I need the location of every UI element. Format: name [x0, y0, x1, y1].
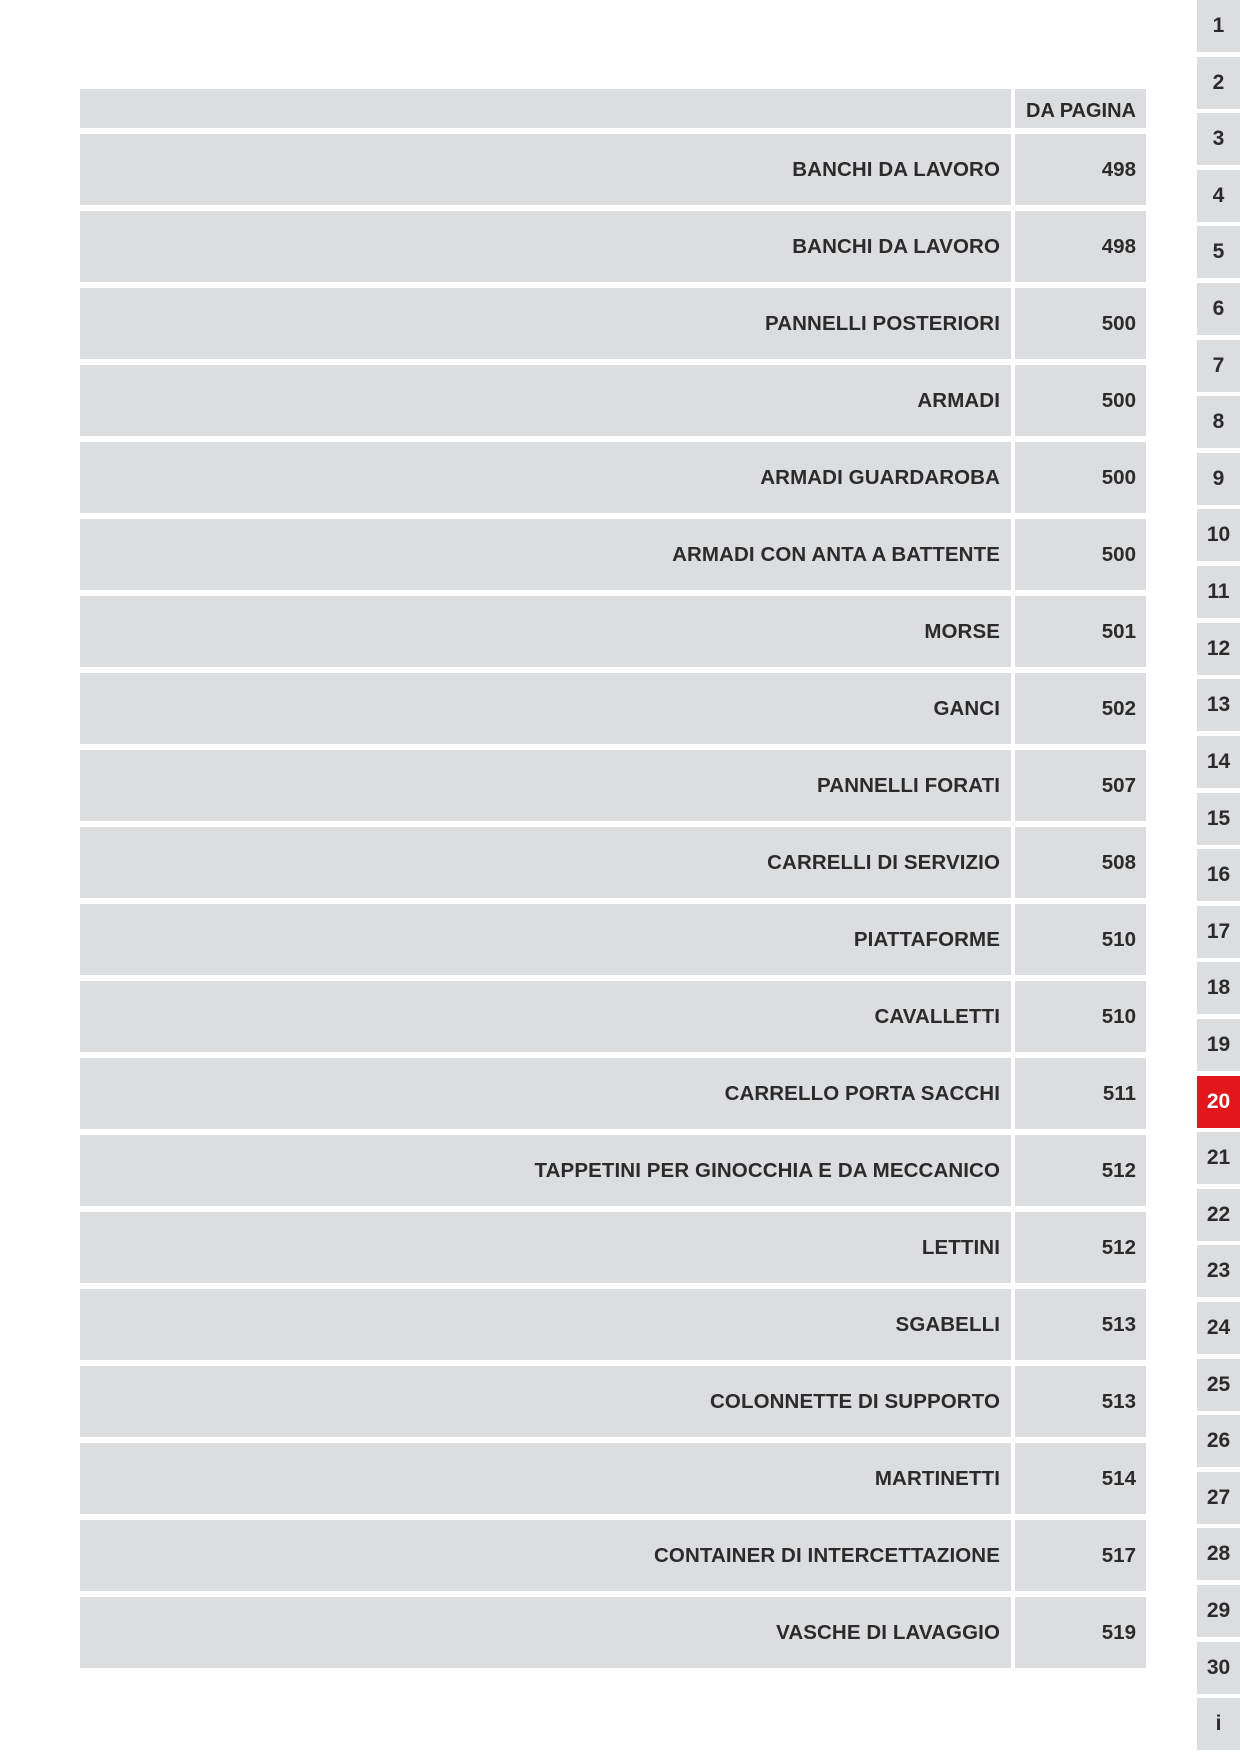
row-page-number: 498 [1015, 211, 1146, 282]
row-page-number: 510 [1015, 981, 1146, 1052]
table-row[interactable] [80, 1212, 1146, 1283]
section-tab-22[interactable]: 22 [1197, 1189, 1240, 1241]
row-page-number: 507 [1015, 750, 1146, 821]
row-page-number: 502 [1015, 673, 1146, 744]
table-row[interactable] [80, 673, 1146, 744]
row-title: SGABELLI [80, 1289, 1011, 1360]
section-tab-19[interactable]: 19 [1197, 1019, 1240, 1071]
header-title-cell [80, 89, 1011, 128]
section-tab-14[interactable]: 14 [1197, 736, 1240, 788]
row-title: LETTINI [80, 1212, 1011, 1283]
section-tab-24[interactable]: 24 [1197, 1302, 1240, 1354]
table-row[interactable] [80, 211, 1146, 282]
table-row[interactable] [80, 134, 1146, 205]
table-row[interactable] [80, 1520, 1146, 1591]
header-page-label: DA PAGINA [1015, 89, 1146, 128]
row-page-number: 513 [1015, 1289, 1146, 1360]
section-tab-2[interactable]: 2 [1197, 57, 1240, 109]
row-title: TAPPETINI PER GINOCCHIA E DA MECCANICO [80, 1135, 1011, 1206]
row-title: BANCHI DA LAVORO [80, 134, 1011, 205]
row-page-number: 498 [1015, 134, 1146, 205]
section-tab-16[interactable]: 16 [1197, 849, 1240, 901]
section-tab-13[interactable]: 13 [1197, 679, 1240, 731]
row-title: PIATTAFORME [80, 904, 1011, 975]
row-title: VASCHE DI LAVAGGIO [80, 1597, 1011, 1668]
table-row[interactable] [80, 1058, 1146, 1129]
table-row[interactable] [80, 827, 1146, 898]
table-row[interactable] [80, 519, 1146, 590]
row-page-number: 517 [1015, 1520, 1146, 1591]
row-page-number: 512 [1015, 1135, 1146, 1206]
row-page-number: 508 [1015, 827, 1146, 898]
section-tabs [1197, 0, 1240, 1755]
table-row[interactable] [80, 904, 1146, 975]
row-page-number: 500 [1015, 365, 1146, 436]
row-page-number: 511 [1015, 1058, 1146, 1129]
table-row[interactable] [80, 981, 1146, 1052]
section-tab-8[interactable]: 8 [1197, 396, 1240, 448]
section-tab-26[interactable]: 26 [1197, 1415, 1240, 1467]
row-title: CARRELLO PORTA SACCHI [80, 1058, 1011, 1129]
section-tab-17[interactable]: 17 [1197, 906, 1240, 958]
table-row[interactable] [80, 288, 1146, 359]
row-title: GANCI [80, 673, 1011, 744]
section-tab-23[interactable]: 23 [1197, 1245, 1240, 1297]
table-row[interactable] [80, 1135, 1146, 1206]
section-tab-10[interactable]: 10 [1197, 509, 1240, 561]
section-tab-6[interactable]: 6 [1197, 283, 1240, 335]
row-page-number: 501 [1015, 596, 1146, 667]
table-row[interactable] [80, 1597, 1146, 1668]
row-title: CAVALLETTI [80, 981, 1011, 1052]
section-tab-18[interactable]: 18 [1197, 962, 1240, 1014]
table-row[interactable] [80, 1366, 1146, 1437]
section-tab-27[interactable]: 27 [1197, 1472, 1240, 1524]
row-title: ARMADI GUARDAROBA [80, 442, 1011, 513]
row-title: MORSE [80, 596, 1011, 667]
row-page-number: 512 [1015, 1212, 1146, 1283]
section-tab-1[interactable]: 1 [1197, 0, 1240, 52]
table-of-contents [80, 89, 1146, 1668]
section-tab-11[interactable]: 11 [1197, 566, 1240, 618]
section-tab-30[interactable]: 30 [1197, 1642, 1240, 1694]
row-page-number: 500 [1015, 442, 1146, 513]
section-tab-15[interactable]: 15 [1197, 793, 1240, 845]
section-tab-29[interactable]: 29 [1197, 1585, 1240, 1637]
row-page-number: 514 [1015, 1443, 1146, 1514]
row-title: CONTAINER DI INTERCETTAZIONE [80, 1520, 1011, 1591]
row-page-number: 500 [1015, 288, 1146, 359]
row-title: CARRELLI DI SERVIZIO [80, 827, 1011, 898]
section-tab-20[interactable]: 20 [1197, 1076, 1240, 1128]
row-title: ARMADI CON ANTA A BATTENTE [80, 519, 1011, 590]
table-row[interactable] [80, 596, 1146, 667]
row-title: COLONNETTE DI SUPPORTO [80, 1366, 1011, 1437]
table-row[interactable] [80, 1289, 1146, 1360]
row-title: PANNELLI FORATI [80, 750, 1011, 821]
row-title: BANCHI DA LAVORO [80, 211, 1011, 282]
row-page-number: 519 [1015, 1597, 1146, 1668]
table-row[interactable] [80, 365, 1146, 436]
section-tab-28[interactable]: 28 [1197, 1528, 1240, 1580]
table-header-row [80, 89, 1146, 128]
section-tab-5[interactable]: 5 [1197, 226, 1240, 278]
table-row[interactable] [80, 1443, 1146, 1514]
row-title: ARMADI [80, 365, 1011, 436]
section-tab-3[interactable]: 3 [1197, 113, 1240, 165]
section-tab-4[interactable]: 4 [1197, 170, 1240, 222]
section-tab-25[interactable]: 25 [1197, 1359, 1240, 1411]
row-page-number: 513 [1015, 1366, 1146, 1437]
row-page-number: 500 [1015, 519, 1146, 590]
table-row[interactable] [80, 442, 1146, 513]
section-tab-i[interactable]: i [1197, 1698, 1240, 1750]
row-title: MARTINETTI [80, 1443, 1011, 1514]
table-row[interactable] [80, 750, 1146, 821]
row-page-number: 510 [1015, 904, 1146, 975]
section-tab-21[interactable]: 21 [1197, 1132, 1240, 1184]
section-tab-7[interactable]: 7 [1197, 340, 1240, 392]
section-tab-9[interactable]: 9 [1197, 453, 1240, 505]
row-title: PANNELLI POSTERIORI [80, 288, 1011, 359]
section-tab-12[interactable]: 12 [1197, 623, 1240, 675]
